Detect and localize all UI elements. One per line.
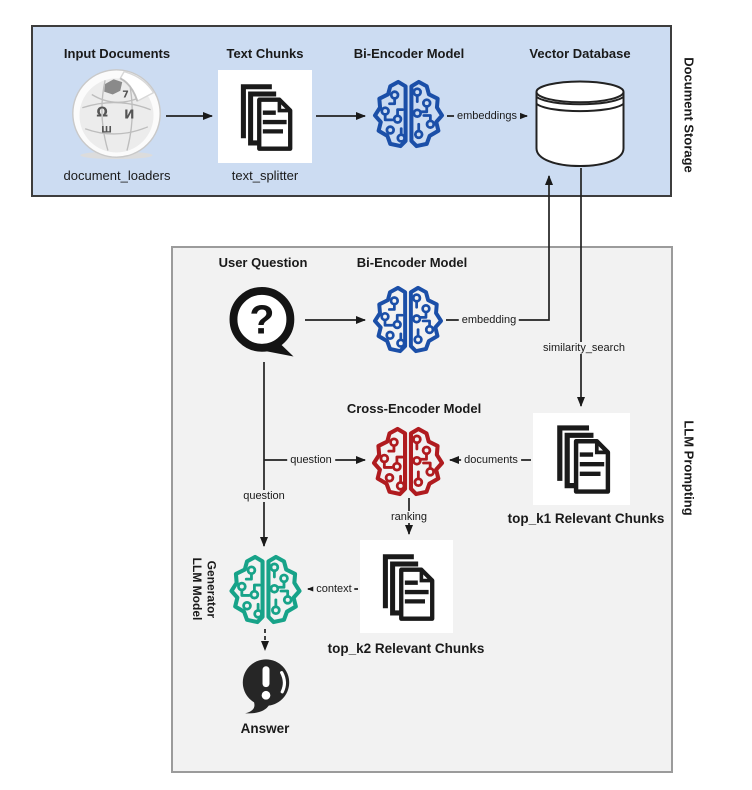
cross-encoder-brain-icon — [371, 426, 445, 497]
edge-label-question-down: question — [240, 490, 288, 502]
document-storage-side-label: Document Storage — [681, 57, 697, 173]
llm-model-generator-label — [190, 558, 219, 621]
llm-model-generator-line2: Generator — [204, 560, 219, 618]
edge-label-documents: documents — [461, 454, 521, 466]
llm-prompting-side-label: LLM Prompting — [681, 420, 697, 516]
bi-encoder-title-prompting: Bi-Encoder Model — [356, 255, 468, 270]
llm-generator-brain-icon — [228, 554, 303, 625]
edge-label-question-branch: question — [287, 454, 335, 466]
wikipedia-globe-icon — [69, 66, 164, 161]
vector-database-icon — [532, 79, 628, 168]
top-k1-card — [533, 413, 630, 505]
user-question-title: User Question — [218, 255, 308, 270]
question-bubble-icon — [224, 283, 303, 362]
edge-label-similarity-search: similarity_search — [540, 342, 628, 354]
edge-label-ranking: ranking — [388, 511, 430, 523]
top-k2-card — [360, 540, 453, 633]
top-k1-title: top_k1 Relevant Chunks — [507, 511, 665, 526]
answer-title: Answer — [240, 721, 290, 736]
input-documents-title: Input Documents — [63, 46, 171, 61]
document-loaders-caption: document_loaders — [63, 168, 171, 183]
edge-label-context: context — [313, 583, 354, 595]
top-k2-title: top_k2 Relevant Chunks — [327, 641, 485, 656]
document-stack-icon-k1 — [545, 419, 619, 499]
cross-encoder-title: Cross-Encoder Model — [346, 401, 482, 416]
document-stack-icon — [229, 78, 301, 156]
bi-encoder-title-storage: Bi-Encoder Model — [353, 46, 465, 61]
bi-encoder-brain-icon — [371, 79, 446, 149]
vector-database-title: Vector Database — [529, 46, 631, 61]
text-splitter-caption: text_splitter — [231, 168, 299, 183]
text-chunks-title: Text Chunks — [226, 46, 304, 61]
text-chunks-card — [218, 70, 312, 163]
bi-encoder-brain-icon-2 — [371, 285, 445, 354]
edge-label-embeddings: embeddings — [454, 110, 520, 122]
edge-label-embedding: embedding — [459, 314, 519, 326]
llm-model-generator-line1: LLM Model — [190, 557, 204, 621]
document-stack-icon-k2 — [371, 548, 443, 626]
answer-bubble-icon — [237, 656, 295, 716]
